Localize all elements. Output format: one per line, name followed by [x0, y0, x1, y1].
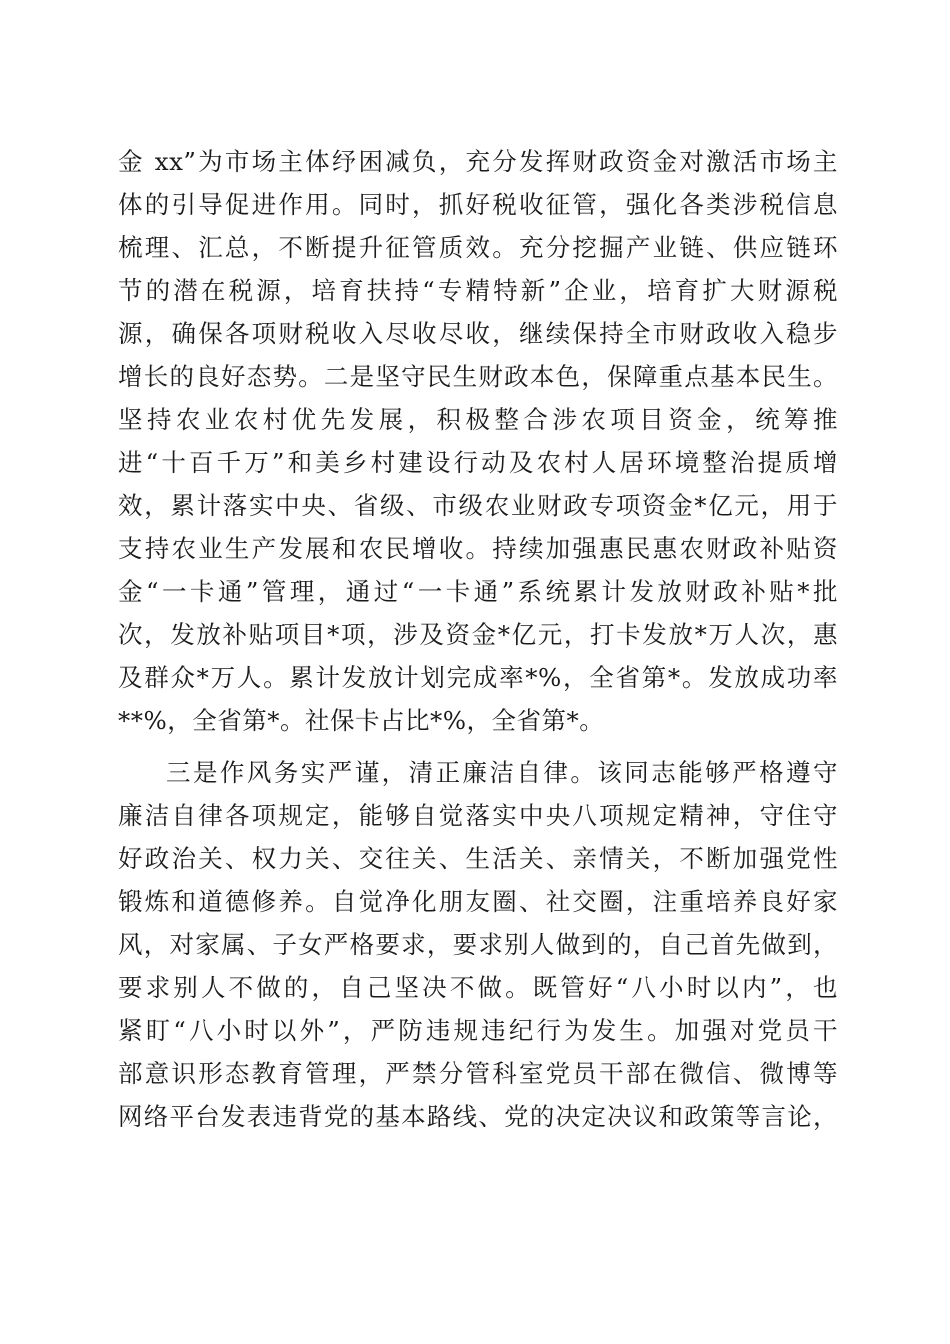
- text-line: 金“一卡通”管理，通过“一卡通”系统累计发放财政补贴*批: [118, 577, 838, 606]
- text-line: 网络平台发表违背党的基本路线、党的决定决议和政策等言论，: [118, 1102, 838, 1131]
- text-line: 源，确保各项财税收入尽收尽收，继续保持全市财政收入稳步: [118, 319, 838, 348]
- text-line: 进“十百千万”和美乡村建设行动及农村人居环境整治提质增: [118, 448, 838, 477]
- text-line: 金 xx”为市场主体纾困减负，充分发挥财政资金对激活市场主: [118, 147, 838, 176]
- paragraph-heading-line: 三是作风务实严谨，清正廉洁自律。该同志能够严格遵守: [166, 758, 838, 787]
- text-line: 及群众*万人。累计发放计划完成率*%，全省第*。发放成功率: [118, 663, 838, 692]
- text-line: 效，累计落实中央、省级、市级农业财政专项资金*亿元，用于: [118, 491, 838, 520]
- text-line: 锻炼和道德修养。自觉净化朋友圈、社交圈，注重培养良好家: [118, 887, 838, 916]
- text-line: 坚持农业农村优先发展，积极整合涉农项目资金，统筹推: [118, 405, 838, 434]
- text-line: 好政治关、权力关、交往关、生活关、亲情关，不断加强党性: [118, 844, 838, 873]
- text-line: 要求别人不做的，自己坚决不做。既管好“八小时以内”，也: [118, 973, 838, 1002]
- body-text: [118, 140, 838, 1138]
- text-line: **%，全省第*。社保卡占比*%，全省第*。: [118, 706, 605, 735]
- text-line: 节的潜在税源，培育扶持“专精特新”企业，培育扩大财源税: [118, 276, 838, 305]
- text-line: 梳理、汇总，不断提升征管质效。充分挖掘产业链、供应链环: [118, 233, 838, 262]
- text-line: 紧盯“八小时以外”，严防违规违纪行为发生。加强对党员干: [118, 1016, 838, 1045]
- text-line: 体的引导促进作用。同时，抓好税收征管，强化各类涉税信息: [118, 190, 838, 219]
- text-line: 增长的良好态势。二是坚守民生财政本色，保障重点基本民生。: [118, 362, 838, 391]
- text-line: 廉洁自律各项规定，能够自觉落实中央八项规定精神，守住守: [118, 801, 838, 830]
- text-line: 风，对家属、子女严格要求，要求别人做到的，自己首先做到，: [118, 930, 838, 959]
- text-line: 次，发放补贴项目*项，涉及资金*亿元，打卡发放*万人次，惠: [118, 620, 838, 649]
- text-line: 支持农业生产发展和农民增收。持续加强惠民惠农财政补贴资: [118, 534, 838, 563]
- text-line: 部意识形态教育管理，严禁分管科室党员干部在微信、微博等: [118, 1059, 838, 1088]
